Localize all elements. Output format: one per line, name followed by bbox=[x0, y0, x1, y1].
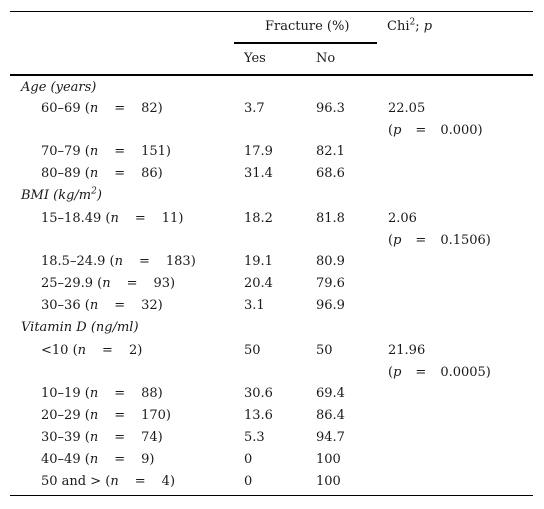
row-n-value: 82 bbox=[141, 101, 158, 116]
row-n-var: n bbox=[114, 254, 123, 269]
row-close-paren: ) bbox=[149, 452, 155, 467]
row-range: 25–29.9 bbox=[41, 276, 93, 291]
row-open-paren: ( bbox=[80, 101, 90, 116]
section-title-superscript: 2 bbox=[91, 186, 97, 197]
row-n-var: n bbox=[102, 276, 111, 291]
row-close-paren: ) bbox=[190, 254, 196, 269]
row-n-var: n bbox=[89, 101, 99, 116]
row-close-paren: ) bbox=[157, 298, 163, 313]
chi-label: Chi bbox=[387, 19, 410, 34]
row-label bbox=[41, 101, 163, 117]
row-open-paren: ( bbox=[105, 254, 115, 269]
row-close-paren: ) bbox=[178, 211, 184, 226]
yes-percent: 18.2 bbox=[244, 211, 273, 226]
no-percent: 86.4 bbox=[316, 408, 345, 423]
row-range: 30–36 bbox=[41, 298, 81, 313]
row-n-var: n bbox=[89, 386, 99, 401]
section-title bbox=[21, 80, 96, 96]
no-percent: 100 bbox=[316, 474, 341, 489]
row-equals: = bbox=[114, 144, 126, 159]
row-close-paren: ) bbox=[165, 408, 171, 423]
no-percent: 94.7 bbox=[316, 430, 345, 445]
row-equals: = bbox=[114, 298, 126, 313]
row-n-value: 88 bbox=[141, 386, 158, 401]
row-n-value: 86 bbox=[141, 166, 158, 181]
section-title-tail: ) bbox=[96, 188, 102, 203]
row-equals: = bbox=[114, 386, 126, 401]
no-percent: 80.9 bbox=[316, 254, 345, 269]
yes-percent: 5.3 bbox=[244, 430, 265, 445]
row-range: 50 and > bbox=[41, 474, 102, 489]
row-n-var: n bbox=[110, 474, 119, 489]
row-close-paren: ) bbox=[157, 386, 163, 401]
row-n-var: n bbox=[89, 298, 99, 313]
chi-square-value: 22.05 bbox=[388, 101, 426, 116]
row-close-paren: ) bbox=[170, 276, 176, 291]
row-label bbox=[41, 298, 163, 314]
row-open-paren: ( bbox=[101, 211, 111, 226]
row-n-value: 151 bbox=[141, 144, 166, 159]
row-range: 30–39 bbox=[41, 430, 81, 445]
no-percent: 81.8 bbox=[316, 211, 345, 226]
chi-p-label: p bbox=[423, 19, 433, 34]
row-label bbox=[41, 343, 142, 359]
p-value-number: 0.1506) bbox=[440, 233, 491, 248]
no-percent: 50 bbox=[316, 343, 333, 358]
yes-percent: 31.4 bbox=[244, 166, 273, 181]
row-close-paren: ) bbox=[157, 101, 163, 116]
section-title bbox=[21, 320, 139, 336]
row-n-value: 9 bbox=[141, 452, 150, 467]
row-n-var: n bbox=[89, 452, 99, 467]
section-title-text: BMI (kg/m bbox=[21, 188, 92, 203]
row-equals: = bbox=[134, 474, 146, 489]
p-equals: = bbox=[415, 233, 427, 248]
row-label bbox=[41, 211, 183, 227]
row-n-value: 4 bbox=[161, 474, 170, 489]
row-open-paren: ( bbox=[80, 386, 90, 401]
chi-square-value: 21.96 bbox=[388, 343, 426, 358]
p-var: p bbox=[393, 123, 402, 138]
row-close-paren: ) bbox=[137, 343, 143, 358]
row-open-paren: ( bbox=[68, 343, 78, 358]
yes-percent: 17.9 bbox=[244, 144, 273, 159]
p-open-paren: ( bbox=[388, 123, 394, 138]
row-label bbox=[41, 452, 154, 468]
yes-percent: 50 bbox=[244, 343, 261, 358]
row-equals: = bbox=[102, 343, 113, 358]
row-equals: = bbox=[138, 254, 150, 269]
row-close-paren: ) bbox=[157, 430, 163, 445]
row-open-paren: ( bbox=[93, 276, 103, 291]
row-close-paren: ) bbox=[165, 144, 171, 159]
row-equals: = bbox=[114, 166, 126, 181]
yes-percent: 3.7 bbox=[244, 101, 265, 116]
row-range: 10–19 bbox=[41, 386, 81, 401]
row-range: <10 bbox=[41, 343, 69, 358]
yes-percent: 30.6 bbox=[244, 386, 273, 401]
yes-percent: 0 bbox=[244, 452, 253, 467]
no-percent: 79.6 bbox=[316, 276, 345, 291]
row-n-value: 11 bbox=[161, 211, 179, 226]
row-n-value: 183 bbox=[165, 254, 191, 269]
yes-percent: 19.1 bbox=[244, 254, 273, 269]
row-label bbox=[41, 430, 163, 446]
row-range: 40–49 bbox=[41, 452, 81, 467]
chi-square-value: 2.06 bbox=[388, 211, 417, 226]
row-n-value: 170 bbox=[141, 408, 166, 423]
section-title-text: Vitamin D (ng/ml) bbox=[21, 320, 139, 335]
p-open-paren: ( bbox=[388, 365, 394, 380]
row-n-value: 74 bbox=[141, 430, 158, 445]
row-label bbox=[41, 254, 196, 270]
row-range: 18.5–24.9 bbox=[41, 254, 106, 269]
row-n-value: 2 bbox=[128, 343, 138, 358]
row-n-value: 32 bbox=[141, 298, 158, 313]
section-title bbox=[21, 188, 102, 204]
yes-percent: 13.6 bbox=[244, 408, 273, 423]
row-equals: = bbox=[134, 211, 146, 226]
row-equals: = bbox=[114, 101, 126, 116]
p-value bbox=[388, 123, 483, 139]
p-equals: = bbox=[415, 123, 427, 138]
header-bottom-rule bbox=[10, 74, 533, 76]
row-close-paren: ) bbox=[157, 166, 163, 181]
row-n-var: n bbox=[89, 166, 99, 181]
p-value-number: 0.000) bbox=[440, 123, 483, 138]
row-open-paren: ( bbox=[80, 144, 90, 159]
row-open-paren: ( bbox=[80, 430, 90, 445]
row-label bbox=[41, 386, 163, 402]
row-equals: = bbox=[114, 430, 126, 445]
p-var: p bbox=[393, 233, 402, 248]
yes-percent: 20.4 bbox=[244, 276, 273, 291]
table-bottom-rule bbox=[10, 495, 533, 496]
row-equals: = bbox=[114, 452, 126, 467]
no-percent: 96.3 bbox=[316, 101, 345, 116]
chi-separator: ; bbox=[415, 19, 424, 34]
fracture-header: Fracture (%) bbox=[265, 19, 350, 34]
row-range: 70–79 bbox=[41, 144, 81, 159]
no-percent: 68.6 bbox=[316, 166, 345, 181]
chi-superscript: 2 bbox=[409, 17, 416, 28]
row-open-paren: ( bbox=[80, 408, 90, 423]
table-top-rule bbox=[10, 11, 533, 12]
row-n-var: n bbox=[110, 211, 119, 226]
row-equals: = bbox=[126, 276, 138, 291]
row-label bbox=[41, 276, 175, 292]
p-value-number: 0.0005) bbox=[440, 365, 491, 380]
row-range: 20–29 bbox=[41, 408, 81, 423]
row-open-paren: ( bbox=[80, 166, 90, 181]
row-label bbox=[41, 166, 163, 182]
row-range: 15–18.49 bbox=[41, 211, 102, 226]
row-label bbox=[41, 474, 175, 490]
row-n-value: 93 bbox=[153, 276, 171, 291]
row-range: 60–69 bbox=[41, 101, 81, 116]
row-label bbox=[41, 408, 171, 424]
section-title-text: Age (years) bbox=[21, 80, 97, 95]
no-percent: 100 bbox=[316, 452, 341, 467]
chi-header bbox=[387, 19, 432, 35]
row-open-paren: ( bbox=[80, 452, 90, 467]
yes-header: Yes bbox=[244, 51, 266, 66]
row-n-var: n bbox=[89, 144, 99, 159]
fracture-underline bbox=[234, 42, 377, 44]
no-percent: 82.1 bbox=[316, 144, 345, 159]
row-range: 80–89 bbox=[41, 166, 81, 181]
no-percent: 69.4 bbox=[316, 386, 345, 401]
row-n-var: n bbox=[77, 343, 87, 358]
row-label bbox=[41, 144, 171, 160]
row-equals: = bbox=[114, 408, 126, 423]
row-n-var: n bbox=[89, 430, 99, 445]
no-percent: 96.9 bbox=[316, 298, 345, 313]
row-open-paren: ( bbox=[80, 298, 90, 313]
p-value bbox=[388, 365, 491, 381]
p-var: p bbox=[393, 365, 402, 380]
row-open-paren: ( bbox=[101, 474, 111, 489]
p-value bbox=[388, 233, 491, 249]
no-header: No bbox=[316, 51, 336, 66]
row-close-paren: ) bbox=[169, 474, 176, 489]
p-open-paren: ( bbox=[388, 233, 394, 248]
p-equals: = bbox=[415, 365, 427, 380]
yes-percent: 3.1 bbox=[244, 298, 265, 313]
row-n-var: n bbox=[89, 408, 99, 423]
yes-percent: 0 bbox=[244, 474, 253, 489]
